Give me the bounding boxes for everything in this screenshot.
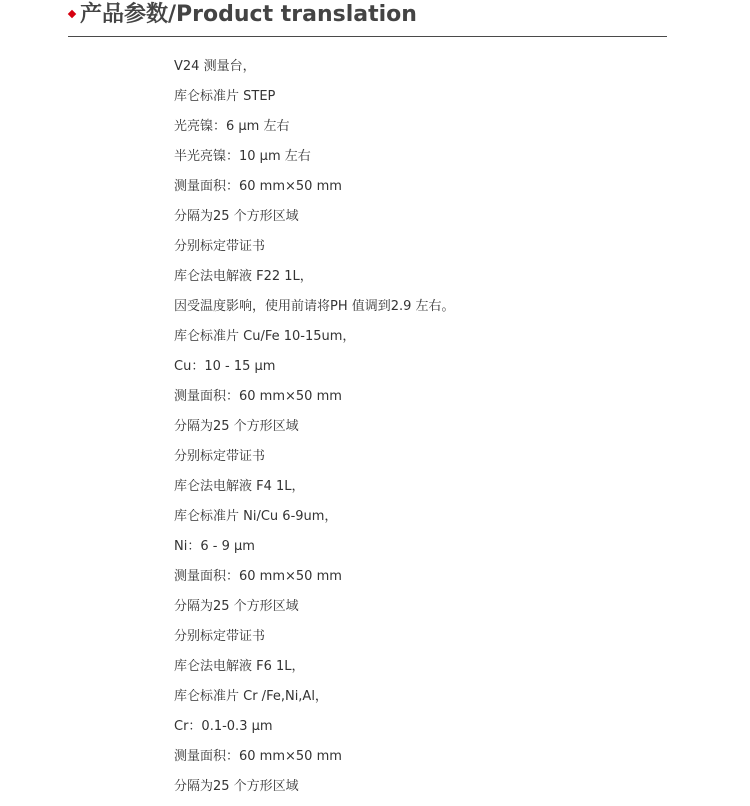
section-title: 产品参数/Product translation: [80, 2, 417, 27]
spec-line: 库仑法电解液 F6 1L，: [174, 659, 305, 674]
spec-line: 测量面积：60 mm×50 mm: [174, 389, 342, 404]
spec-line: 库仑标准片 Cu/Fe 10-15um，: [174, 329, 356, 344]
spec-line: Cu：10 - 15 μm: [174, 359, 276, 374]
spec-line: V24 测量台，: [174, 59, 256, 74]
spec-line: 分隔为25 个方形区域: [174, 599, 299, 614]
spec-line: 库仑法电解液 F22 1L，: [174, 269, 313, 284]
spec-line: 光亮镍：6 μm 左右: [174, 119, 290, 134]
spec-line: 分隔为25 个方形区域: [174, 419, 299, 434]
spec-line: 测量面积：60 mm×50 mm: [174, 749, 342, 764]
spec-line: 分别标定带证书: [174, 629, 266, 644]
spec-line: 库仑标准片 STEP: [174, 89, 276, 104]
spec-line: 测量面积：60 mm×50 mm: [174, 179, 342, 194]
spec-line: Cr：0.1-0.3 μm: [174, 719, 273, 734]
spec-line: Ni：6 - 9 μm: [174, 539, 255, 554]
spec-line: 分别标定带证书: [174, 239, 266, 254]
red-diamond-icon: [68, 10, 76, 18]
spec-line: 半光亮镍：10 μm 左右: [174, 149, 311, 164]
spec-line: 分隔为25 个方形区域: [174, 209, 299, 224]
spec-line: 分隔为25 个方形区域: [174, 779, 299, 794]
spec-list: [174, 52, 455, 802]
spec-line: 库仑标准片 Cr /Fe,Ni,Al，: [174, 689, 328, 704]
section-header: [68, 0, 667, 37]
spec-line: 分别标定带证书: [174, 449, 266, 464]
spec-line: 库仑标准片 Ni/Cu 6-9um，: [174, 509, 338, 524]
spec-line: 库仑法电解液 F4 1L，: [174, 479, 305, 494]
spec-line: 测量面积：60 mm×50 mm: [174, 569, 342, 584]
spec-line: 因受温度影响，使用前请将PH 值调到2.9 左右。: [174, 299, 455, 314]
